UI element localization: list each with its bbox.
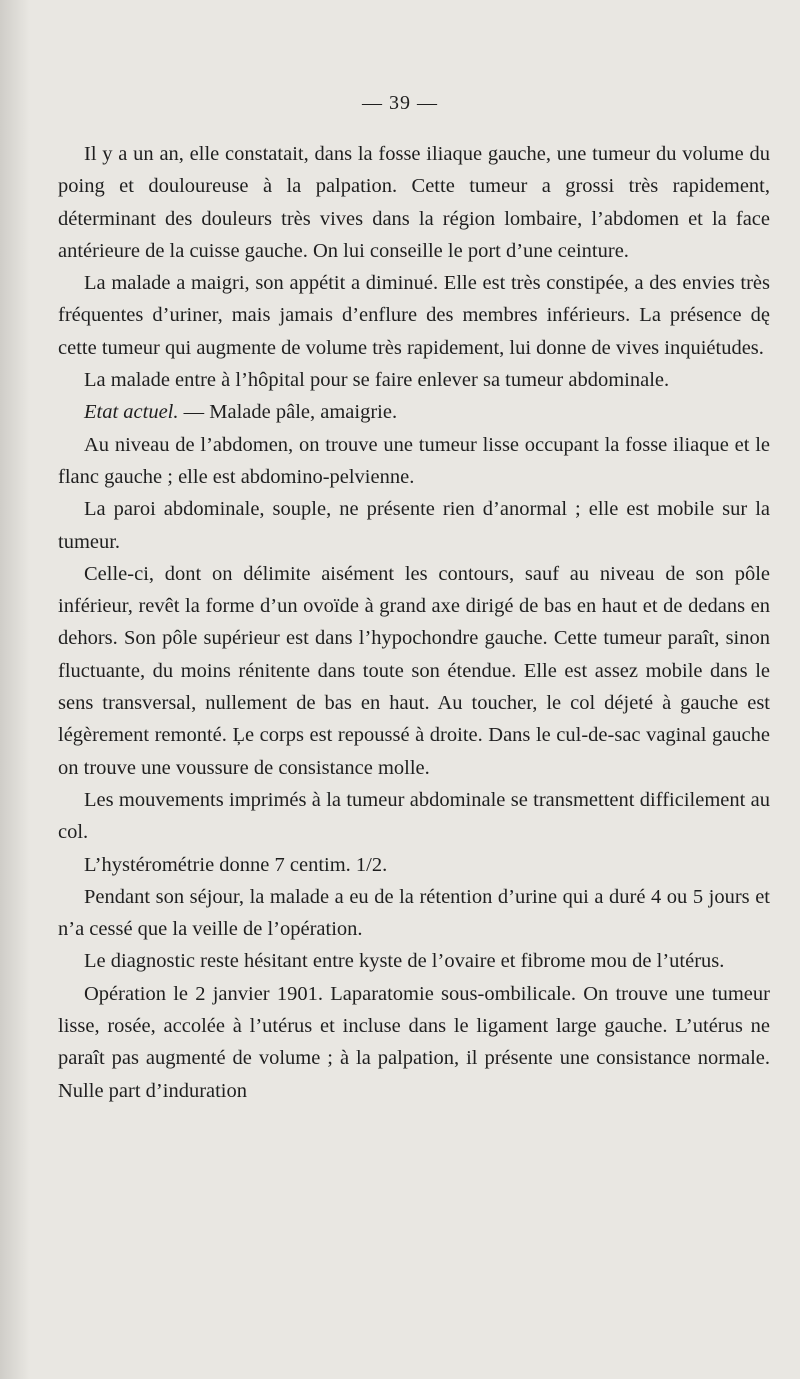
paragraph: Etat actuel. — Malade pâle, amaigrie.	[84, 401, 398, 424]
paragraph: Les mouvements imprimés à la tumeur abdominale se transmettent difficilement au col.	[58, 788, 770, 844]
paragraph: Au niveau de l’abdomen, on trouve une tumeur lisse occupant la fosse iliaque et le flanc gauche ; elle est abdomino-pelvienne.	[58, 433, 770, 488]
paragraph: L’hystérométrie donne 7 centim. 1/2.	[84, 853, 388, 876]
page-number: — 39 —	[362, 92, 438, 114]
paragraph: Le diagnostic reste hésitant entre kyste de l’ovaire et fibrome mou de l’utérus.	[84, 950, 725, 973]
paragraph: La paroi abdominale, souple, ne présente rien d’anormal ; elle est mobile sur la tumeur.	[58, 498, 770, 553]
paragraph: Pendant son séjour, la malade a eu de la rétention d’urine qui a duré 4 ou 5 jours et n’a cessé que la veille de l’opération.	[58, 885, 770, 941]
paragraph: La malade a maigri, son appétit a diminué. Elle est très constipée, a des envies très fréquentes d’uriner, mais jamais d’enflure des membres inférieurs. La présence dę cette tumeur qui augmente de volume très rapidement, lui donne de vives inquiétudes.	[58, 272, 770, 359]
paragraph: La malade entre à l’hôpital pour se faire enlever sa tumeur abdominale.	[84, 369, 670, 392]
paragraph: Celle-ci, dont on délimite aisément les contours, sauf au niveau de son pôle inférieur, revêt la forme d’un ovoïde à grand axe dirigé de bas en haut et de dedans en dehors. Son pôle supérieur est dans l’hypochondre gauche. Cette tumeur paraît, sinon fluctuante, du moins rénitente dans toute son étendue. Elle est assez mobile dans le sens transversal, nullement de bas en haut. Au toucher, le col déjeté à gauche est légèrement remonté. Ļe corps est repoussé à droite. Dans le cul-de-sac vaginal gauche on trouve une voussure de consistance molle.	[58, 562, 770, 779]
section-lead: Etat actuel.	[84, 401, 179, 424]
body-text	[58, 138, 770, 1107]
paragraph: Opération le 2 janvier 1901. Laparatomie sous-ombilicale. On trouve une tumeur lisse, rosée, accolée à l’utérus et incluse dans le ligament large gauche. L’utérus ne paraît pas augmenté de volume ; à la palpation, il présente une consistance normale. Nulle part d’induration	[58, 982, 770, 1102]
paragraph: Il y a un an, elle constatait, dans la fosse iliaque gauche, une tumeur du volume du poing et douloureuse à la palpation. Cette tumeur a grossi très rapidement, déterminant des douleurs très vives dans la région lombaire, l’abdomen et la face antérieure de la cuisse gauche. On lui conseille le port d’une ceinture.	[58, 143, 770, 262]
